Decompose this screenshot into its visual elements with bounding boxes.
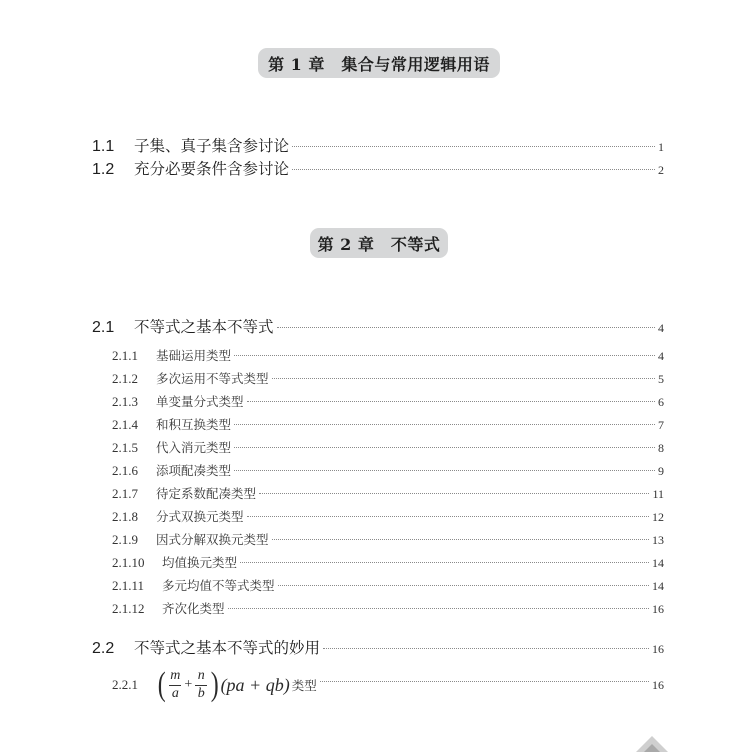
dot-leader bbox=[292, 146, 655, 147]
fraction-n-over-b bbox=[195, 669, 207, 701]
page-number: 7 bbox=[658, 418, 664, 432]
subsection-number: 2.1.12 bbox=[112, 601, 145, 616]
subsection-number: 2.1.5 bbox=[112, 440, 138, 455]
chapter-2-heading bbox=[310, 228, 448, 258]
dot-leader bbox=[277, 327, 655, 328]
page-number: 8 bbox=[658, 441, 664, 455]
left-paren: ( bbox=[157, 666, 166, 703]
subsection-title: 因式分解双换元类型 bbox=[156, 532, 269, 547]
subsection-number: 2.1.8 bbox=[112, 509, 138, 524]
dot-leader bbox=[259, 493, 649, 494]
dot-leader bbox=[272, 378, 655, 379]
page-number: 5 bbox=[658, 372, 664, 386]
dot-leader bbox=[292, 169, 655, 170]
subsection-title: 单变量分式类型 bbox=[156, 394, 244, 409]
right-paren: ) bbox=[210, 666, 219, 703]
page-number: 1 bbox=[658, 140, 664, 154]
dot-leader bbox=[247, 401, 655, 402]
page-number: 11 bbox=[652, 487, 664, 501]
page-number: 16 bbox=[652, 642, 664, 656]
corner-triangle-inner-icon bbox=[644, 744, 660, 752]
section-number: 1.1 bbox=[92, 138, 115, 155]
fraction-m-over-a bbox=[169, 669, 181, 701]
subsection-title: 均值换元类型 bbox=[162, 555, 238, 570]
dot-leader bbox=[247, 516, 649, 517]
page-number: 16 bbox=[652, 602, 664, 616]
toc-entry-2-1-4[interactable] bbox=[112, 415, 664, 433]
page-number: 14 bbox=[652, 579, 664, 593]
chapter-1-heading bbox=[258, 48, 500, 78]
subsection-number: 2.2.1 bbox=[112, 677, 138, 692]
dot-leader bbox=[228, 608, 649, 609]
subsection-number: 2.1.10 bbox=[112, 555, 145, 570]
page-number: 13 bbox=[652, 533, 664, 547]
subsection-title: 多元均值不等式类型 bbox=[162, 578, 275, 593]
toc-entry-2-1-10[interactable] bbox=[112, 553, 664, 571]
page-number: 4 bbox=[658, 349, 664, 363]
subsection-title: 代入消元类型 bbox=[156, 440, 232, 455]
subsection-title: 类型 bbox=[291, 678, 317, 693]
toc-entry-1-2[interactable] bbox=[92, 157, 664, 179]
page-number: 4 bbox=[658, 321, 664, 335]
subsection-title: 添项配凑类型 bbox=[156, 463, 232, 478]
formula bbox=[156, 668, 290, 702]
numerator: n bbox=[197, 667, 205, 683]
chapter-2-label: 第 2 章 不等式 bbox=[317, 234, 441, 254]
section-title: 不等式之基本不等式的妙用 bbox=[134, 639, 321, 657]
dot-leader bbox=[323, 648, 649, 649]
subsection-number: 2.1.9 bbox=[112, 532, 138, 547]
toc-entry-2-1-7[interactable] bbox=[112, 484, 664, 502]
toc-entry-2-1-5[interactable] bbox=[112, 438, 664, 456]
subsection-number: 2.1.7 bbox=[112, 486, 138, 501]
subsection-title: 待定系数配凑类型 bbox=[156, 486, 257, 501]
dot-leader bbox=[234, 424, 655, 425]
dot-leader bbox=[234, 447, 655, 448]
chapter-1-label: 第 1 章 集合与常用逻辑用语 bbox=[268, 54, 490, 74]
subsection-title: 多次运用不等式类型 bbox=[156, 371, 269, 386]
toc-entry-2-1-8[interactable] bbox=[112, 507, 664, 525]
subsection-number: 2.1.2 bbox=[112, 371, 138, 386]
section-number: 2.1 bbox=[92, 319, 115, 336]
toc-entry-2-1-2[interactable] bbox=[112, 369, 664, 387]
dot-leader bbox=[278, 585, 649, 586]
page-number: 2 bbox=[658, 163, 664, 177]
subsection-number: 2.1.6 bbox=[112, 463, 138, 478]
toc-entry-2-2[interactable] bbox=[92, 636, 664, 658]
section-number: 1.2 bbox=[92, 161, 115, 178]
page-number: 6 bbox=[658, 395, 664, 409]
denominator: b bbox=[197, 685, 205, 701]
denominator: a bbox=[171, 685, 179, 701]
subsection-title: 和积互换类型 bbox=[156, 417, 232, 432]
section-title: 充分必要条件含参讨论 bbox=[134, 160, 290, 178]
formula-rhs: (pa + qb) bbox=[220, 674, 290, 695]
page-number: 16 bbox=[652, 677, 664, 692]
subsection-number: 2.1.11 bbox=[112, 578, 145, 593]
dot-leader bbox=[320, 681, 649, 682]
toc-entry-1-1[interactable] bbox=[92, 134, 664, 156]
page-number: 12 bbox=[652, 510, 664, 524]
toc-entry-2-1-6[interactable] bbox=[112, 461, 664, 479]
toc-entry-2-1-11[interactable] bbox=[112, 576, 664, 594]
subsection-title: 分式双换元类型 bbox=[156, 509, 244, 524]
toc-entry-2-1-9[interactable] bbox=[112, 530, 664, 548]
toc-entry-2-1-1[interactable] bbox=[112, 346, 664, 364]
toc-entry-2-1[interactable] bbox=[92, 315, 664, 337]
section-number: 2.2 bbox=[92, 640, 115, 657]
numerator: m bbox=[170, 667, 181, 683]
page-number: 9 bbox=[658, 464, 664, 478]
plus-sign: + bbox=[184, 677, 193, 692]
toc-entry-2-2-1[interactable] bbox=[112, 668, 664, 702]
section-title: 子集、真子集含参讨论 bbox=[134, 137, 290, 155]
dot-leader bbox=[234, 355, 655, 356]
subsection-title: 齐次化类型 bbox=[162, 601, 225, 616]
dot-leader bbox=[240, 562, 649, 563]
dot-leader bbox=[234, 470, 655, 471]
toc-entry-2-1-12[interactable] bbox=[112, 599, 664, 617]
subsection-number: 2.1.4 bbox=[112, 417, 138, 432]
subsection-number: 2.1.1 bbox=[112, 348, 138, 363]
subsection-number: 2.1.3 bbox=[112, 394, 138, 409]
page-number: 14 bbox=[652, 556, 664, 570]
section-title: 不等式之基本不等式 bbox=[134, 318, 274, 336]
subsection-title: 基础运用类型 bbox=[156, 348, 232, 363]
toc-entry-2-1-3[interactable] bbox=[112, 392, 664, 410]
dot-leader bbox=[272, 539, 649, 540]
